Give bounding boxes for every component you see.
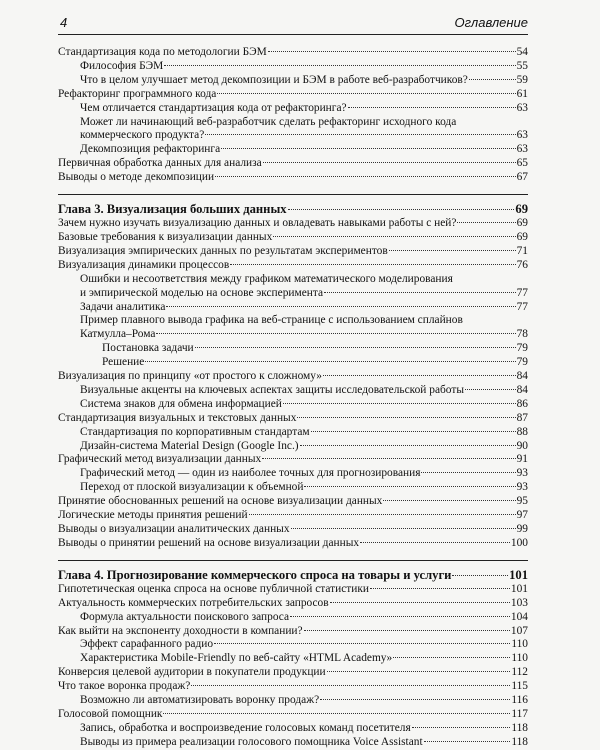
toc-entry[interactable]: [58, 245, 528, 259]
toc-entry-title: Визуальные акценты на ключевых аспектах защиты исследовательской работы: [80, 383, 464, 396]
toc-entry-title: Рефакторинг программного кода: [58, 87, 217, 100]
toc-page-number: 101: [509, 567, 528, 582]
toc-entry[interactable]: [58, 60, 528, 74]
dot-leader: [421, 472, 515, 473]
toc-page-number: 90: [516, 439, 528, 452]
toc-page-number: 116: [511, 694, 528, 707]
toc-page-number: 110: [511, 652, 528, 665]
toc-page-number: 71: [516, 244, 528, 257]
toc-entry[interactable]: [58, 652, 528, 666]
toc-page-number: 117: [511, 707, 528, 720]
toc-entry[interactable]: [58, 342, 528, 356]
dot-leader: [383, 500, 515, 501]
toc-entry-title: Что такое воронка продаж?: [58, 680, 191, 693]
toc-entry-title: Возможно ли автоматизировать воронку продаж?: [80, 694, 320, 707]
toc-entry-title: Голосовой помощник: [58, 707, 163, 720]
toc-entry[interactable]: [58, 157, 528, 171]
toc-page-number: 91: [516, 453, 528, 466]
toc-entry-title: Дизайн-система Material Design (Google Inc.): [80, 439, 299, 452]
toc-entry-title: Выводы о принятии решений на основе визуализации данных: [58, 536, 360, 549]
toc-entry[interactable]: [58, 708, 528, 722]
toc-chapter-entry[interactable]: [58, 202, 528, 217]
toc-page-number: 118: [511, 721, 528, 734]
toc-entry[interactable]: [58, 217, 528, 231]
toc-entry[interactable]: [58, 453, 528, 467]
toc-entry[interactable]: [58, 412, 528, 426]
toc-entry-title: Первичная обработка данных для анализа: [58, 157, 262, 170]
toc-entry-title: Графический метод визуализации данных: [58, 453, 262, 466]
toc-entry-title: Глава 4. Прогнозирование коммерческого спроса на товары и услуги: [58, 567, 452, 582]
dot-leader: [304, 630, 510, 631]
toc-entry-title: Конверсия целевой аудитории в покупатели продукции: [58, 666, 326, 679]
toc-entry-title: Характеристика Mobile-Friendly по веб-сайту «HTML Academy»: [80, 652, 393, 665]
toc-entry[interactable]: [58, 74, 528, 88]
dot-leader: [300, 445, 516, 446]
toc-entry-title: Переход от плоской визуализации к объемной: [80, 481, 304, 494]
dot-leader: [389, 250, 516, 251]
dot-leader: [290, 616, 510, 617]
dot-leader: [304, 486, 515, 487]
toc-entry[interactable]: [58, 638, 528, 652]
toc-entry[interactable]: [58, 370, 528, 384]
toc-entry-title: Графический метод — один из наиболее точных для прогнозирования: [80, 467, 421, 480]
toc-entry[interactable]: [58, 736, 528, 750]
toc-page-number: 63: [516, 101, 528, 114]
toc-page-number: 69: [516, 217, 528, 230]
toc-entry-title: Стандартизация визуальных и текстовых данных: [58, 411, 297, 424]
toc-entry[interactable]: [58, 481, 528, 495]
toc-entry[interactable]: [58, 694, 528, 708]
toc-page-number: 55: [516, 59, 528, 72]
toc-page-number: 104: [510, 610, 528, 623]
toc-entry[interactable]: [58, 143, 528, 157]
toc-entry[interactable]: [58, 467, 528, 481]
toc-page-number: 88: [516, 425, 528, 438]
dot-leader: [283, 403, 516, 404]
toc-entry[interactable]: [58, 116, 528, 130]
dot-leader: [288, 209, 515, 210]
toc-entry-title: Стандартизация по корпоративным стандартам: [80, 425, 310, 438]
toc-entry[interactable]: [58, 680, 528, 694]
toc-page-number: 78: [516, 328, 528, 341]
toc-page-number: 101: [510, 582, 528, 595]
dot-leader: [263, 162, 516, 163]
toc-entry[interactable]: [58, 231, 528, 245]
toc-page-number: 79: [516, 356, 528, 369]
toc-entry-title: Пример плавного вывода графика на веб-странице с использованием сплайнов: [80, 314, 463, 327]
toc-page-number: 115: [511, 680, 528, 693]
dot-leader: [452, 575, 508, 576]
page-number: 4: [60, 15, 68, 30]
chapter-divider: [58, 560, 528, 561]
toc-page-number: 59: [516, 73, 528, 86]
toc-page-number: 69: [515, 202, 528, 217]
table-of-contents: [58, 46, 528, 750]
dot-leader: [348, 107, 516, 108]
toc-page-number: 93: [516, 467, 528, 480]
toc-entry[interactable]: [58, 523, 528, 537]
dot-leader: [469, 79, 516, 80]
toc-page-number: 103: [510, 596, 528, 609]
toc-entry-title: Декомпозиция рефакторинга: [80, 143, 221, 156]
dot-leader: [166, 306, 515, 307]
toc-entry-title: Задачи аналитика: [80, 300, 166, 313]
toc-entry-title: Визуализация эмпирических данных по результатам экспериментов: [58, 244, 388, 257]
toc-entry-title: Постановка задачи: [102, 342, 194, 355]
dot-leader: [249, 514, 516, 515]
dot-leader: [163, 713, 510, 714]
toc-entry[interactable]: [58, 273, 528, 287]
toc-entry-title: Система знаков для обмена информацией: [80, 397, 282, 410]
dot-leader: [214, 643, 510, 644]
toc-page-number: 63: [516, 143, 528, 156]
toc-page-number: 100: [510, 536, 528, 549]
dot-leader: [230, 264, 515, 265]
dot-leader: [412, 727, 511, 728]
toc-entry-title: Выводы из примера реализации голосового помощника Voice Assistant: [80, 735, 423, 748]
dot-leader: [205, 134, 515, 135]
toc-entry[interactable]: [58, 46, 528, 60]
dot-leader: [370, 588, 510, 589]
toc-entry-title: Визуализация динамики процессов: [58, 258, 230, 271]
dot-leader: [330, 602, 510, 603]
dot-leader: [191, 685, 510, 686]
toc-entry-title: Логические методы принятия решений: [58, 509, 248, 522]
dot-leader: [324, 292, 516, 293]
dot-leader: [195, 347, 516, 348]
toc-entry[interactable]: [58, 722, 528, 736]
toc-entry[interactable]: [58, 88, 528, 102]
toc-entry[interactable]: [58, 597, 528, 611]
toc-entry-title: Базовые требования к визуализации данных: [58, 230, 273, 243]
toc-entry[interactable]: [58, 301, 528, 315]
toc-entry[interactable]: [58, 314, 528, 328]
toc-entry-title: Принятие обоснованных решений на основе визуализации данных: [58, 495, 383, 508]
toc-entry-title: Стандартизация кода по методологии БЭМ: [58, 46, 267, 58]
toc-chapter-entry[interactable]: [58, 568, 528, 583]
toc-entry-title: коммерческого продукта?: [80, 129, 205, 142]
dot-leader: [327, 671, 511, 672]
toc-entry-title: Философия БЭМ: [80, 59, 164, 72]
toc-entry[interactable]: [58, 129, 528, 143]
toc-page-number: 87: [516, 411, 528, 424]
toc-page-number: 118: [511, 735, 528, 748]
toc-entry-title: Катмулла–Рома: [80, 328, 156, 341]
toc-page-number: 112: [511, 666, 528, 679]
toc-entry[interactable]: [58, 287, 528, 301]
toc-entry-title: Зачем нужно изучать визуализацию данных и овладевать навыками работы с ней?: [58, 217, 457, 230]
running-header: [58, 12, 528, 35]
toc-page-number: 63: [516, 129, 528, 142]
toc-page-number: 107: [510, 624, 528, 637]
toc-page-number: 69: [516, 230, 528, 243]
dot-leader: [262, 458, 515, 459]
toc-entry[interactable]: [58, 384, 528, 398]
dot-leader: [156, 333, 515, 334]
toc-entry-title: и эмпирической моделью на основе эксперимента: [80, 286, 324, 299]
dot-leader: [145, 361, 515, 362]
toc-page-number: 84: [516, 383, 528, 396]
toc-entry-title: Что в целом улучшает метод декомпозиции и БЭМ в работе веб-разработчиков?: [80, 73, 468, 86]
toc-entry-title: Эффект сарафанного радио: [80, 638, 214, 651]
toc-page-number: 61: [516, 87, 528, 100]
dot-leader: [297, 417, 515, 418]
dot-leader: [268, 51, 516, 52]
toc-entry-title: Выводы о визуализации аналитических данных: [58, 523, 290, 535]
toc-entry[interactable]: [58, 440, 528, 454]
toc-page-number: 97: [516, 509, 528, 522]
toc-entry-title: Чем отличается стандартизация кода от рефакторинга?: [80, 101, 347, 114]
toc-entry[interactable]: [58, 537, 528, 551]
toc-entry[interactable]: [58, 259, 528, 273]
toc-entry-title: Решение: [102, 356, 145, 369]
toc-page-number: 84: [516, 370, 528, 383]
toc-entry[interactable]: [58, 509, 528, 523]
dot-leader: [273, 236, 515, 237]
toc-page-number: 77: [516, 286, 528, 299]
dot-leader: [457, 222, 515, 223]
toc-page-number: 77: [516, 300, 528, 313]
dot-leader: [424, 741, 511, 742]
dot-leader: [465, 389, 516, 390]
toc-entry-title: Визуализация по принципу «от простого к сложному»: [58, 370, 322, 383]
dot-leader: [217, 93, 515, 94]
toc-entry[interactable]: [58, 583, 528, 597]
dot-leader: [320, 699, 510, 700]
toc-entry[interactable]: [58, 328, 528, 342]
toc-entry[interactable]: [58, 356, 528, 370]
dot-leader: [323, 375, 516, 376]
toc-page-number: 110: [511, 638, 528, 651]
toc-entry-title: Выводы о методе декомпозиции: [58, 171, 215, 184]
toc-entry[interactable]: [58, 171, 528, 185]
toc-entry-title: Гипотетическая оценка спроса на основе публичной статистики: [58, 582, 369, 595]
toc-page-number: 95: [516, 495, 528, 508]
toc-entry-title: Глава 3. Визуализация больших данных: [58, 202, 287, 217]
dot-leader: [164, 65, 515, 66]
dot-leader: [360, 542, 510, 543]
toc-entry-title: Актуальность коммерческих потребительских запросов: [58, 596, 329, 609]
toc-entry[interactable]: [58, 666, 528, 680]
toc-entry-title: Ошибки и несоответствия между графиком математического моделирования: [80, 272, 453, 285]
toc-page-number: 67: [516, 171, 528, 184]
toc-page-number: 99: [516, 523, 528, 535]
toc-entry[interactable]: [58, 625, 528, 639]
chapter-divider: [58, 194, 528, 195]
toc-page-number: 86: [516, 397, 528, 410]
toc-entry[interactable]: [58, 495, 528, 509]
toc-page-number: 76: [516, 258, 528, 271]
toc-entry[interactable]: [58, 611, 528, 625]
dot-leader: [221, 148, 515, 149]
toc-entry[interactable]: [58, 102, 528, 116]
toc-entry-title: Запись, обработка и воспроизведение голосовых команд посетителя: [80, 721, 411, 734]
toc-page-number: 65: [516, 157, 528, 170]
toc-page-number: 93: [516, 481, 528, 494]
toc-page-number: 54: [516, 46, 528, 58]
toc-entry[interactable]: [58, 398, 528, 412]
dot-leader: [393, 657, 510, 658]
toc-entry-title: Может ли начинающий веб-разработчик сделать рефакторинг исходного кода: [80, 115, 457, 128]
dot-leader: [291, 528, 516, 529]
toc-entry[interactable]: [58, 426, 528, 440]
toc-page-number: 79: [516, 342, 528, 355]
dot-leader: [215, 176, 516, 177]
dot-leader: [311, 431, 516, 432]
toc-entry-title: Как выйти на экспоненту доходности в компании?: [58, 624, 303, 637]
toc-entry-title: Формула актуальности поискового запроса: [80, 610, 290, 623]
section-title: Оглавление: [454, 15, 528, 30]
